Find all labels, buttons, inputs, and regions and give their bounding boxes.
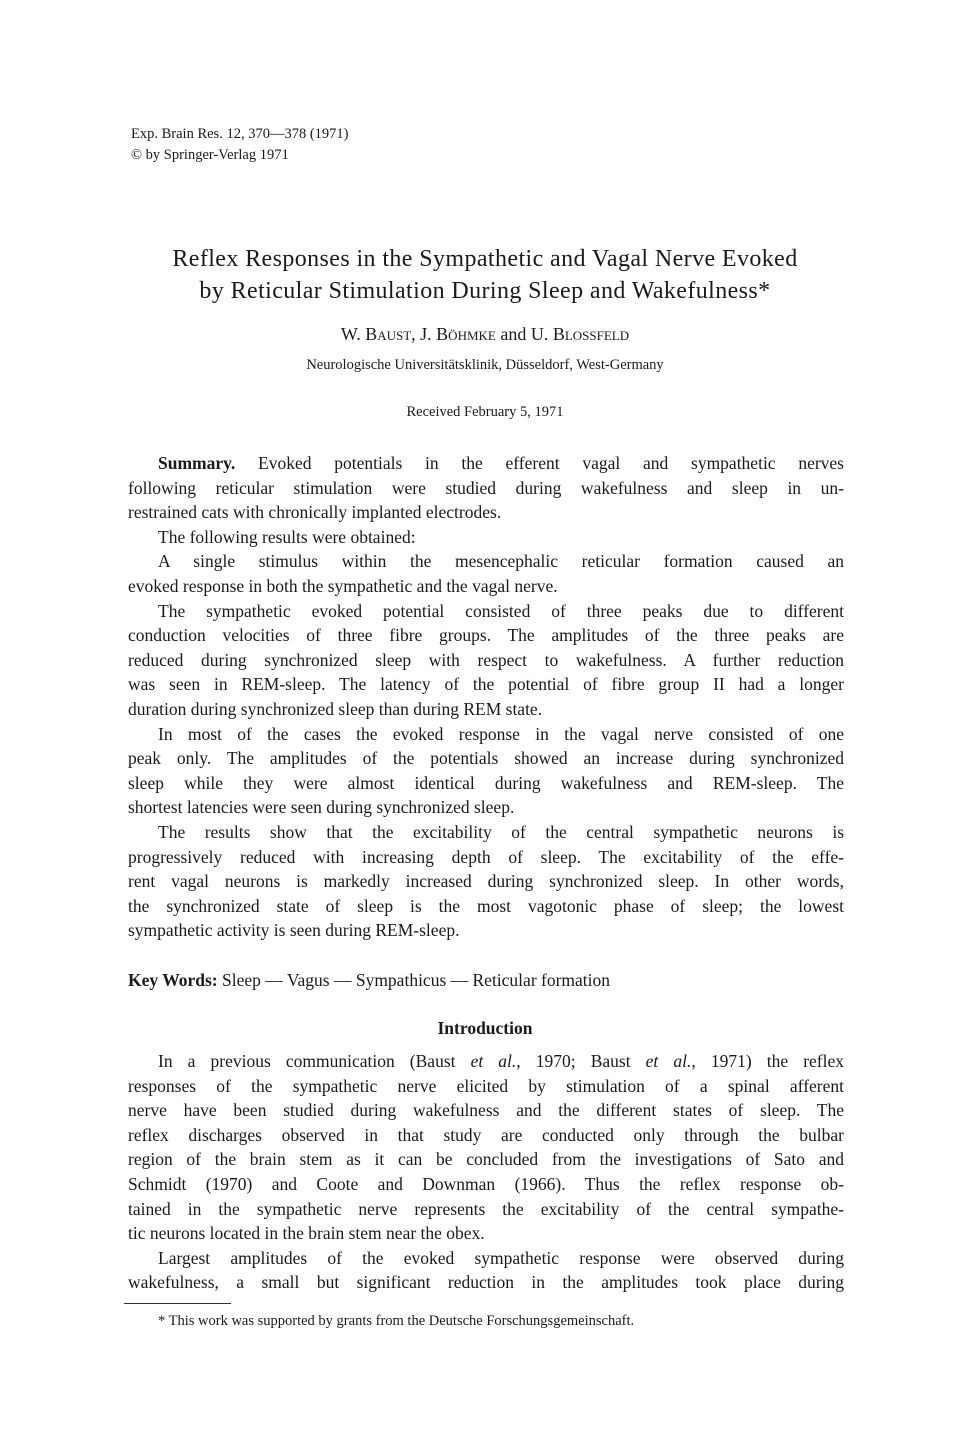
summary-line: The results show that the excitability of the central sympathetic neurons is xyxy=(158,821,844,842)
title-line-2: by Reticular Stimulation During Sleep and Wakefulness* xyxy=(199,278,771,304)
intro-line: wakefulness, a small but significant reduction in the amplitudes took place during xyxy=(128,1272,844,1293)
summary-line: A single stimulus within the mesencephalic reticular formation caused an xyxy=(158,551,844,572)
summary-line: the synchronized state of sleep is the most vagotonic phase of sleep; the lowest xyxy=(128,895,844,916)
summary-line: In most of the cases the evoked response in the vagal nerve consisted of one xyxy=(158,723,844,744)
author-1-initial: W. xyxy=(340,324,366,344)
introduction-section xyxy=(128,1049,844,1295)
intro-line: region of the brain stem as it can be concluded from the investigations of Sato and xyxy=(128,1149,844,1170)
summary-line: was seen in REM-sleep. The latency of the potential of fibre group II had a longer xyxy=(128,674,844,695)
journal-copyright: © by Springer-Verlag 1971 xyxy=(131,147,289,163)
section-heading-introduction: Introduction xyxy=(437,1018,533,1038)
journal-citation: Exp. Brain Res. 12, 370—378 (1971) xyxy=(131,126,349,142)
summary-line: restrained cats with chronically implanted electrodes. xyxy=(128,502,502,523)
author-separator-2: and U. xyxy=(495,324,553,344)
intro-line: Schmidt (1970) and Coote and Downman (1966). Thus the reflex response ob- xyxy=(128,1173,844,1194)
intro-line: nerve have been studied during wakefulness and the different states of sleep. The xyxy=(128,1100,844,1121)
author-separator-1: , J. xyxy=(411,324,437,344)
author-1-name: Baust xyxy=(365,324,412,344)
author-list xyxy=(100,322,870,346)
summary-section xyxy=(128,451,844,943)
author-2-name: Böhmke xyxy=(436,324,496,344)
summary-line: following reticular stimulation were studied during wakefulness and sleep in un- xyxy=(128,477,844,498)
affiliation: Neurologische Universitätsklinik, Düsseldorf, West-Germany xyxy=(306,357,664,373)
summary-line: progressively reduced with increasing depth of sleep. The excitability of the effe- xyxy=(128,846,844,867)
summary-line: Summary. Evoked potentials in the efferent vagal and sympathetic nerves xyxy=(158,453,844,473)
intro-line: tained in the sympathetic nerve represents the excitability of the central sympathe- xyxy=(128,1198,844,1219)
received-date: Received February 5, 1971 xyxy=(406,404,564,420)
summary-line: The following results were obtained: xyxy=(158,526,416,547)
intro-line: tic neurons located in the brain stem near the obex. xyxy=(128,1223,485,1244)
summary-line: shortest latencies were seen during synchronized sleep. xyxy=(128,797,515,818)
journal-header xyxy=(131,124,348,166)
intro-line: In a previous communication (Baust et al., 1970; Baust et al., 1971) the reflex xyxy=(158,1051,844,1071)
summary-line: evoked response in both the sympathetic and the vagal nerve. xyxy=(128,575,558,596)
keywords-line xyxy=(128,968,610,992)
author-3-name: Blossfeld xyxy=(552,324,630,344)
intro-line: responses of the sympathetic nerve elicited by stimulation of a spinal afferent xyxy=(128,1075,844,1096)
title-line-1: Reflex Responses in the Sympathetic and Vagal Nerve Evoked xyxy=(172,246,798,272)
paper-title xyxy=(100,243,870,307)
summary-label: Summary. xyxy=(158,453,236,473)
intro-line: reflex discharges observed in that study are conducted only through the bulbar xyxy=(128,1124,844,1145)
summary-line: sleep while they were almost identical during wakefulness and REM-sleep. The xyxy=(128,772,844,793)
keywords-text: Sleep — Vagus — Sympathicus — Reticular formation xyxy=(217,970,611,990)
footnote-divider xyxy=(124,1303,231,1304)
keywords-label: Key Words: xyxy=(128,970,218,990)
summary-line: duration during synchronized sleep than during REM state. xyxy=(128,698,543,719)
summary-line: peak only. The amplitudes of the potentials showed an increase during synchronized xyxy=(128,748,844,769)
summary-line: rent vagal neurons is markedly increased during synchronized sleep. In other words, xyxy=(128,871,844,892)
summary-line: conduction velocities of three fibre groups. The amplitudes of the three peaks are xyxy=(128,625,844,646)
intro-line: Largest amplitudes of the evoked sympathetic response were observed during xyxy=(158,1247,844,1268)
summary-line: reduced during synchronized sleep with respect to wakefulness. A further reduction xyxy=(128,649,844,670)
summary-line: sympathetic activity is seen during REM-sleep. xyxy=(128,920,460,941)
summary-line: The sympathetic evoked potential consisted of three peaks due to different xyxy=(158,600,844,621)
footnote: * This work was supported by grants from the Deutsche Forschungsgemeinschaft. xyxy=(158,1313,635,1329)
